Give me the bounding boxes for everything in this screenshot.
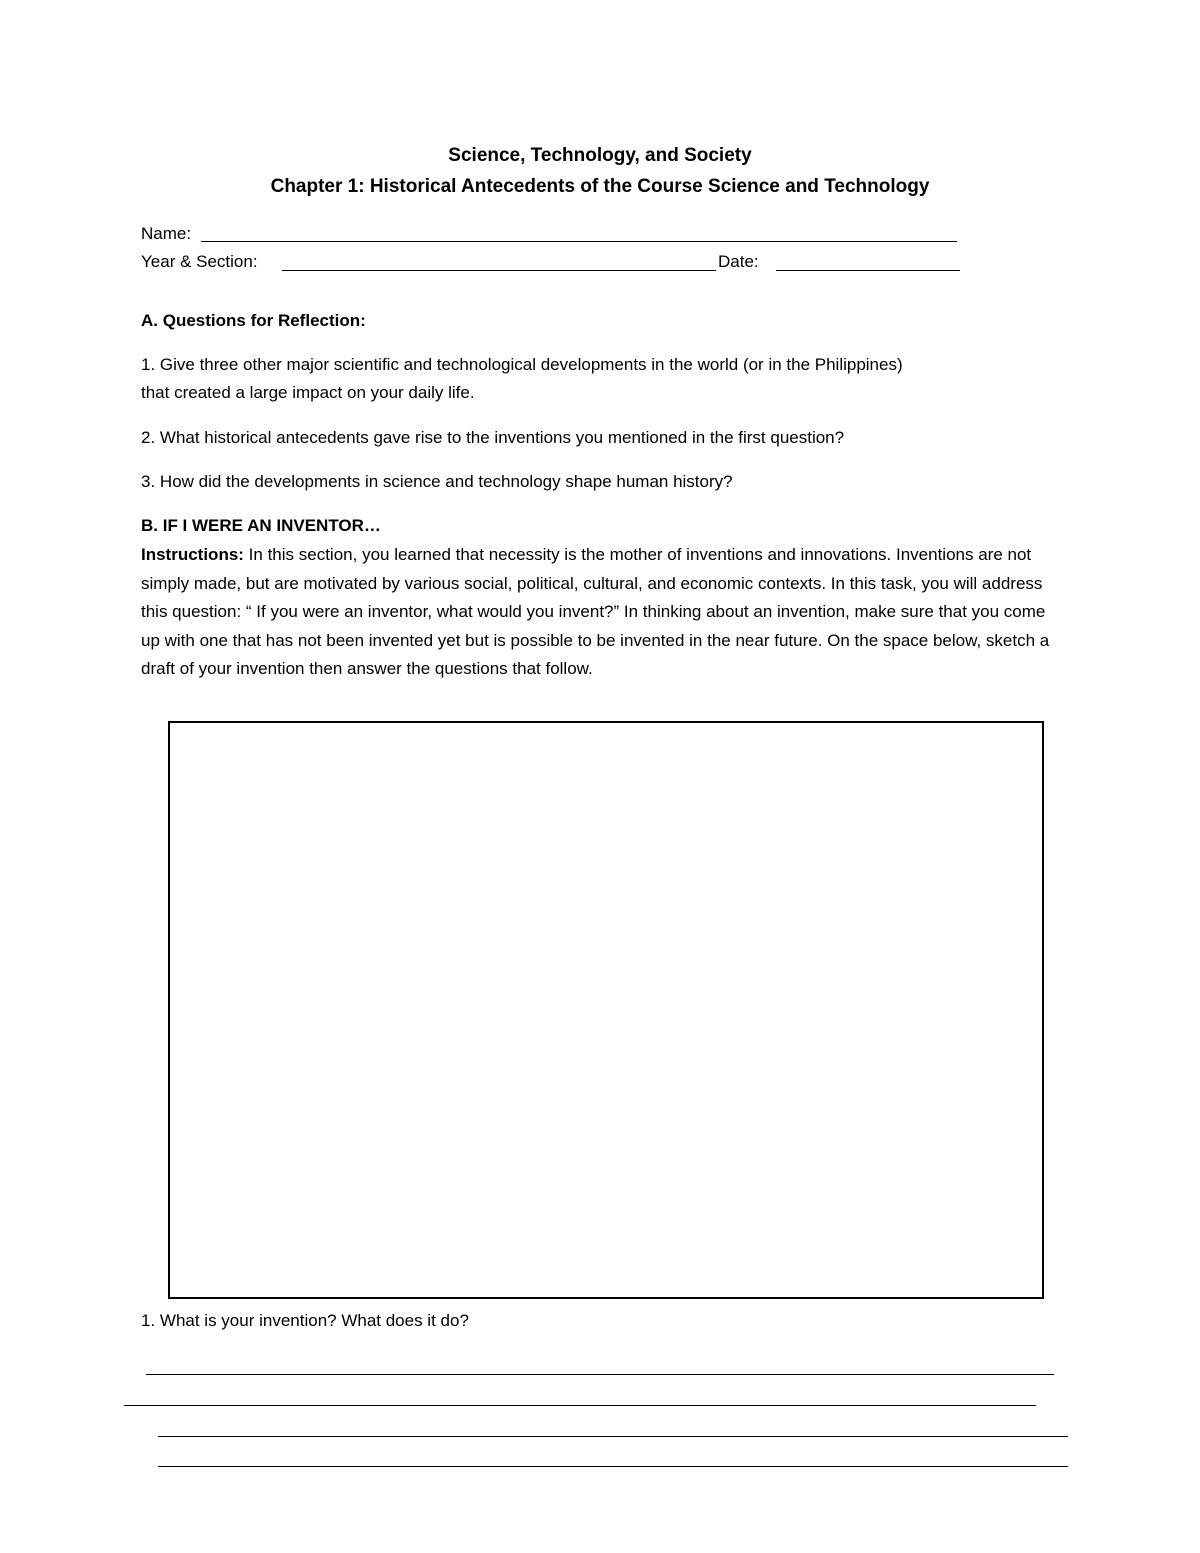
question-text: How did the developments in science and technology shape human history? (155, 472, 733, 491)
question-text: What historical antecedents gave rise to the inventions you mentioned in the first question? (155, 428, 845, 447)
answer-line[interactable] (124, 1405, 1036, 1406)
date-label: Date: (718, 252, 759, 271)
name-field-line[interactable] (201, 241, 957, 242)
question-2 (141, 428, 844, 448)
sketch-area[interactable] (168, 721, 1044, 1299)
section-a-heading: A. Questions for Reflection: (141, 311, 366, 330)
followup-question: 1. What is your invention? What does it do? (141, 1311, 469, 1330)
year-section-label: Year & Section: (141, 252, 258, 271)
question-number: 3. (141, 472, 156, 491)
chapter-subtitle: Chapter 1: Historical Antecedents of the Course Science and Technology (270, 176, 930, 197)
question-1-continued: that created a large impact on your daily life. (141, 383, 475, 402)
page-title: Science, Technology, and Society (448, 145, 752, 166)
date-field-line[interactable] (776, 270, 960, 271)
instructions-label: Instructions: (141, 545, 244, 564)
section-b-heading: B. IF I WERE AN INVENTOR… (141, 516, 381, 535)
name-label: Name: (141, 224, 192, 243)
answer-line[interactable] (146, 1374, 1054, 1375)
question-text: Give three other major scientific and technological developments in the world (or in the Philippines) (155, 355, 903, 374)
year-section-field-line[interactable] (282, 270, 716, 271)
instructions-text: In this section, you learned that necessity is the mother of inventions and innovations. Inventions are not simply made, but are motivated by various social, political, cultural, and economic contexts. In this task, you will address this question: “ If you were an inventor, what would you invent?” In thinking about an invention, make sure that you come up with one that has not been invented yet but is possible to be invented in the near future. On the space below, sketch a draft of your invention then answer the questions that follow. (141, 545, 1050, 678)
question-number: 2. (141, 428, 156, 447)
instructions-paragraph (141, 541, 1061, 684)
answer-line[interactable] (158, 1436, 1068, 1437)
question-number: 1. (141, 355, 156, 374)
question-3 (141, 472, 733, 492)
answer-line[interactable] (158, 1466, 1068, 1467)
question-1 (141, 355, 903, 375)
